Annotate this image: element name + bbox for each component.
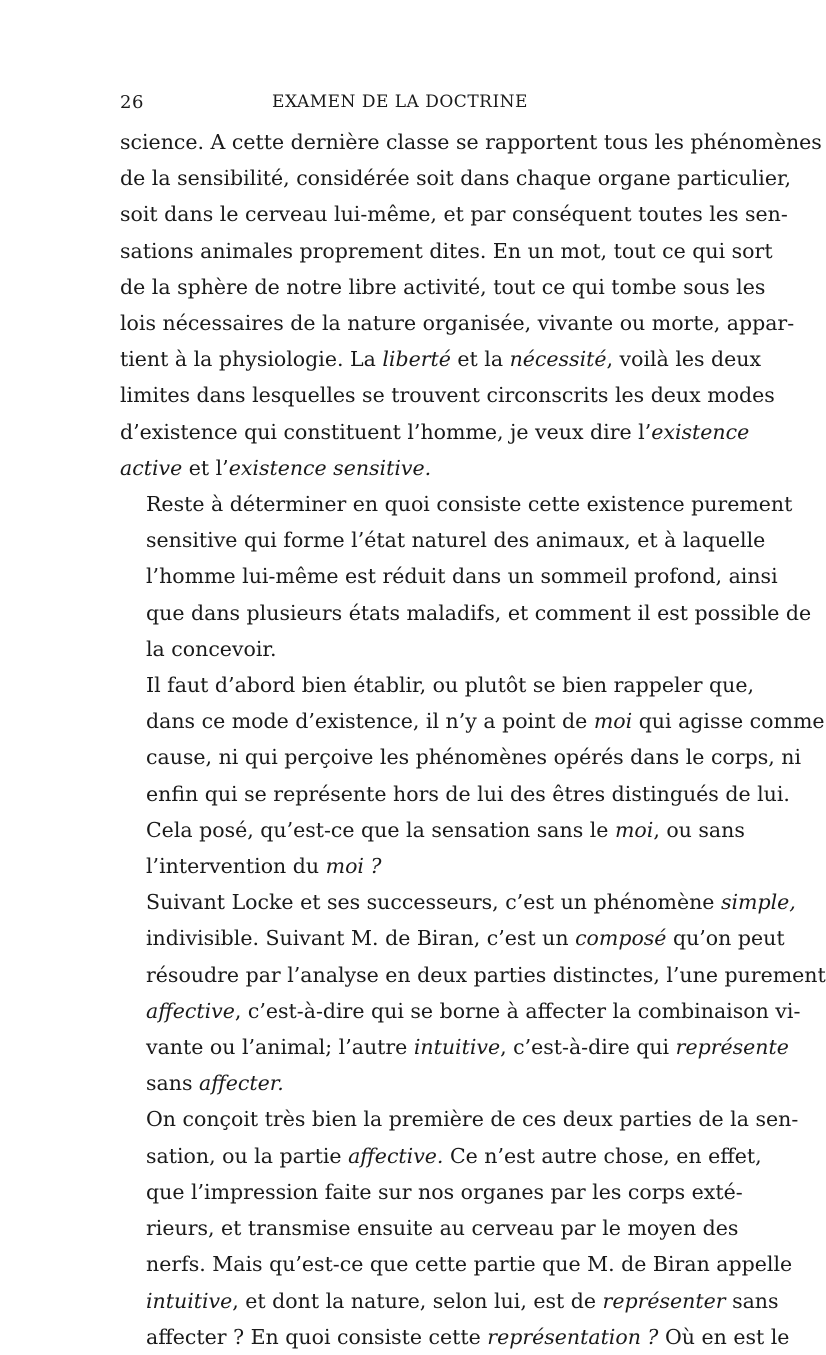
text-line: [120, 558, 778, 594]
text-run: rieurs, et transmise ensuite au cerveau par le moyen des: [146, 1216, 739, 1241]
text-run: enfin qui se représente hors de lui des êtres distingués de lui.: [146, 781, 790, 806]
text-run: cause, ni qui perçoive les phénomènes opérés dans le corps, ni: [146, 745, 802, 770]
text-line: [120, 269, 766, 305]
italic-run: moi: [593, 709, 633, 734]
text-run: sans: [146, 1071, 199, 1096]
text-line: [120, 884, 796, 920]
text-run: d’existence qui constituent l’homme, je veux dire l’: [120, 419, 652, 444]
text-run: la concevoir.: [146, 636, 277, 661]
running-head: [120, 92, 680, 118]
italic-run: liberté: [382, 347, 451, 372]
text-line: [120, 776, 790, 812]
paragraph: [120, 486, 812, 667]
italic-run: moi: [614, 817, 654, 842]
running-title: EXAMEN DE LA DOCTRINE: [272, 92, 528, 112]
text-run: qu’on peut: [666, 926, 785, 951]
text-line: [120, 341, 762, 377]
italic-run: affective: [146, 998, 235, 1023]
text-line: [120, 124, 822, 160]
text-run: Ce n’est autre chose, en effet,: [443, 1143, 762, 1168]
italic-run: affecter.: [198, 1071, 284, 1096]
text-line: [120, 703, 825, 739]
text-line: [120, 522, 766, 558]
text-line: [120, 1283, 779, 1319]
text-run: que dans plusieurs états maladifs, et comment il est possible de: [146, 600, 812, 625]
text-line: [120, 1174, 743, 1210]
text-run: science. A cette dernière classe se rapportent tous les phénomènes: [120, 130, 822, 154]
text-line: [120, 1246, 793, 1282]
text-line: [120, 812, 745, 848]
italic-run: composé: [575, 926, 667, 951]
text-line: [120, 993, 801, 1029]
text-line: [120, 631, 680, 667]
italic-run: représenter: [602, 1288, 726, 1313]
text-run: de la sensibilité, considérée soit dans chaque organe particulier,: [120, 166, 792, 191]
text-run: sations animales proprement dites. En un mot, tout ce qui sort: [120, 238, 773, 263]
text-line: [120, 377, 775, 413]
text-run: et l’: [182, 455, 229, 480]
text-run: , c’est-à-dire qui se borne à affecter la combinaison vi-: [234, 998, 801, 1023]
text-line: [120, 305, 795, 341]
text-run: sation, ou la partie: [146, 1143, 349, 1168]
text-line: [120, 595, 812, 631]
text-run: , et dont la nature, selon lui, est de: [232, 1288, 603, 1313]
text-run: sans: [725, 1288, 779, 1313]
text-run: limites dans lesquelles se trouvent circonscrits les deux modes: [120, 383, 775, 408]
text-line: [120, 414, 750, 450]
paragraph: [120, 667, 825, 812]
text-run: , voilà les deux: [606, 347, 762, 372]
text-run: Cela posé, qu’est-ce que la sensation sans le: [146, 817, 615, 842]
italic-run: existence sensitive.: [228, 455, 432, 480]
italic-run: nécessité: [509, 347, 607, 372]
italic-run: active: [120, 455, 183, 480]
text-run: vante ou l’animal; l’autre: [146, 1035, 414, 1060]
italic-run: représente: [675, 1035, 789, 1060]
text-line: [120, 739, 802, 775]
paragraph: [120, 884, 826, 1101]
italic-run: simple,: [720, 890, 796, 915]
text-line: [120, 160, 792, 196]
text-line: [120, 920, 785, 956]
text-line: [120, 957, 826, 993]
italic-run: affective.: [348, 1143, 444, 1168]
text-run: dans ce mode d’existence, il n’y a point de: [146, 709, 594, 734]
text-line: [120, 1138, 762, 1174]
text-run: l’intervention du: [146, 854, 326, 879]
text-run: tient à la physiologie. La: [120, 347, 383, 372]
text-run: l’homme lui-même est réduit dans un sommeil profond, ainsi: [146, 564, 778, 589]
text-run: soit dans le cerveau lui-même, et par conséquent toutes les sen-: [120, 202, 788, 227]
text-line: [120, 667, 754, 703]
italic-run: intuitive: [413, 1035, 501, 1060]
text-line: [120, 233, 773, 269]
page-number: 26: [120, 92, 144, 113]
italic-run: moi ?: [325, 854, 382, 879]
paragraph: [120, 812, 745, 884]
text-run: On conçoit très bien la première de ces deux parties de la sen-: [146, 1107, 799, 1132]
text-run: Suivant Locke et ses successeurs, c’est un phénomène: [146, 890, 721, 915]
text-run: Reste à déterminer en quoi consiste cette existence purement: [146, 492, 793, 517]
paragraph: [120, 1101, 799, 1354]
text-run: affecter ? En quoi consiste cette: [146, 1324, 488, 1349]
text-line: [120, 1210, 739, 1246]
italic-run: représentation ?: [487, 1324, 659, 1349]
text-run: qui agisse comme: [632, 709, 825, 734]
text-line: [120, 1029, 789, 1065]
text-run: indivisible. Suivant M. de Biran, c’est un: [146, 926, 576, 951]
text-run: lois nécessaires de la nature organisée, vivante ou morte, appar-: [120, 311, 795, 336]
text-run: , ou sans: [653, 817, 745, 842]
body-text: [120, 124, 826, 1355]
text-run: résoudre par l’analyse en deux parties distinctes, l’une purement: [146, 962, 826, 987]
italic-run: existence: [651, 419, 750, 444]
text-run: sensitive qui forme l’état naturel des animaux, et à laquelle: [146, 528, 766, 553]
text-run: Il faut d’abord bien établir, ou plutôt se bien rappeler que,: [146, 673, 754, 698]
text-line: [120, 1065, 680, 1101]
text-line: [120, 196, 788, 232]
italic-run: intuitive: [146, 1288, 233, 1313]
text-run: Où en est le: [658, 1324, 790, 1349]
text-run: et la: [450, 347, 510, 372]
text-line: [120, 1319, 790, 1355]
text-line: [120, 848, 680, 884]
text-line: [120, 1101, 799, 1137]
text-line: [120, 450, 680, 486]
text-run: que l’impression faite sur nos organes par les corps exté-: [146, 1179, 743, 1204]
text-run: nerfs. Mais qu’est-ce que cette partie que M. de Biran appelle: [146, 1252, 793, 1277]
paragraph: [120, 124, 822, 486]
text-run: , c’est-à-dire qui: [500, 1035, 676, 1060]
text-line: [120, 486, 793, 522]
text-run: de la sphère de notre libre activité, tout ce qui tombe sous les: [120, 274, 766, 299]
